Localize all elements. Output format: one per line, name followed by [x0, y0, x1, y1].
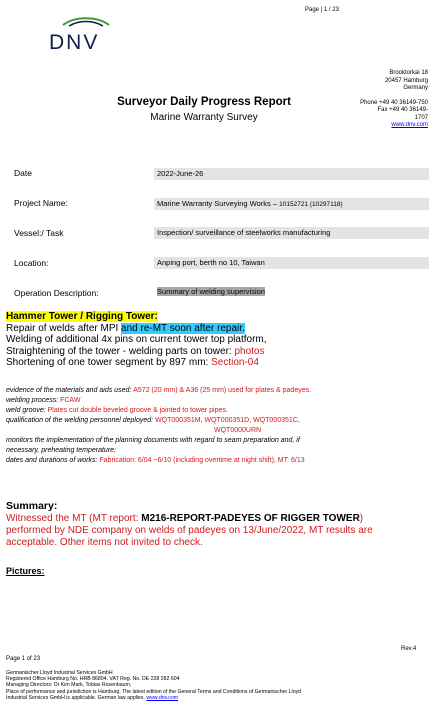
address-line: Brooktorkai 18: [389, 70, 428, 76]
monitoring-line: monitors the implementation of the planning documents with regard to seam preparation and, if: [6, 437, 300, 444]
footer-terms-cont: Industrial Services GmbH is applicable. German law applies. www.dnv.com: [6, 694, 179, 701]
footer-legal: [6, 670, 438, 701]
materials-line: evidence of the materials and aids used: A572 (20 mm) & A36 (25 mm) used for plates & padeyes.: [6, 387, 312, 394]
revision-label: Rev.4: [401, 646, 417, 652]
monitoring-line: necessary, preheating temperature:: [6, 447, 116, 454]
page-number: Page | 1 / 23: [305, 7, 339, 13]
project-label: Project Name:: [14, 198, 68, 208]
section-reference: Section-04: [211, 357, 259, 368]
company-address: [328, 70, 428, 130]
phone-number: Phone +49 40 36149-750: [360, 99, 428, 106]
location-value: Anping port, berth no 10, Taiwan: [154, 257, 429, 269]
address-line: Germany: [403, 85, 428, 91]
project-code: 10152721 (10297118): [279, 201, 343, 208]
summary-heading: Summary:: [6, 500, 58, 512]
highlighted-text: and re-MT soon after repair.: [121, 322, 245, 334]
footer-registered: Registered Office Hamburg No. HRB 86804. VAT Reg. No. DE 228 282 604: [6, 676, 180, 683]
website-link[interactable]: www.dnv.com: [391, 122, 428, 128]
operation-label: Operation Description:: [14, 288, 99, 298]
operation-line: Welding of additional 4x pins on current tower top platform,: [6, 334, 267, 345]
dates-line: dates and durations of works: Fabrication: 6/04 ~6/10 (including overtime at night shift), MT: 6/13: [6, 457, 305, 464]
address-line: 20457 Hamburg: [384, 77, 428, 84]
operation-section: [6, 311, 436, 369]
date-value: 2022-June-26: [154, 168, 429, 180]
operation-line: Repair of welds after MPI and re-MT soon after repair.: [6, 322, 245, 334]
project-value: [154, 198, 429, 210]
operation-value-text: Summary of welding supervision: [157, 287, 265, 296]
footer-page-number: Page 1 of 23: [6, 656, 41, 662]
qualification-line-cont: WQT0000URN: [214, 427, 262, 434]
process-line: welding process: FCAW: [6, 397, 81, 404]
mt-report-name: M216-REPORT-PADEYES OF RIGGER TOWER: [141, 513, 360, 524]
vessel-label: Vessel:/ Task: [14, 228, 64, 238]
footer-directors: Managing Directors: Dr Kim Mark, Tobias Rosenbaum.: [6, 682, 132, 689]
photos-reference: photos: [234, 345, 265, 357]
logo-text: DNV: [49, 31, 100, 54]
welding-details: [6, 386, 436, 466]
footer-terms: Place of performance and jurisdiction is Hamburg. The latest edition of the General Terms and Conditions of Germanischer Lloyd: [6, 688, 302, 695]
vessel-value: Inspection/ surveillance of steelworks manufacturing: [154, 227, 429, 239]
footer-website-link[interactable]: www.dnv.com: [146, 694, 179, 701]
report-subtitle: Marine Warranty Survey: [150, 112, 258, 123]
project-name: Marine Warranty Surveying Works –: [157, 199, 278, 208]
operation-line: Straightening of the tower - welding parts on tower: photos: [6, 345, 265, 357]
operation-heading: Hammer Tower / Rigging Tower:: [6, 311, 158, 322]
dnv-logo: [49, 14, 119, 54]
summary-text: Witnessed the MT (MT report: M216-REPORT-PADEYES OF RIGGER TOWER) performed by NDE company on welds of padeyes on 13/June/2022, MT results are acceptable. Other items not invited to check.: [6, 513, 373, 548]
operation-line: Shortening of one tower segment by 897 mm: Section-04: [6, 357, 259, 368]
operation-value: [154, 286, 429, 298]
qualification-line: qualification of the welding personnel deployed: WQT000351M, WQT000351D, WQT000351C,: [6, 417, 300, 424]
footer-company: Germanischer Lloyd Industrial Services GmbH: [6, 670, 113, 676]
location-label: Location:: [14, 258, 49, 268]
groove-line: weld groove: Plates cut double beveled groove & jointed to tower pipes.: [6, 407, 228, 414]
report-title: Surveyor Daily Progress Report: [117, 96, 291, 108]
dnv-logo-mark-icon: [61, 14, 111, 28]
fax-number-cont: 1707: [414, 114, 428, 121]
date-label: Date: [14, 168, 32, 178]
fax-number: Fax +49 40 36149-: [377, 107, 428, 113]
pictures-heading: Pictures:: [6, 566, 45, 576]
